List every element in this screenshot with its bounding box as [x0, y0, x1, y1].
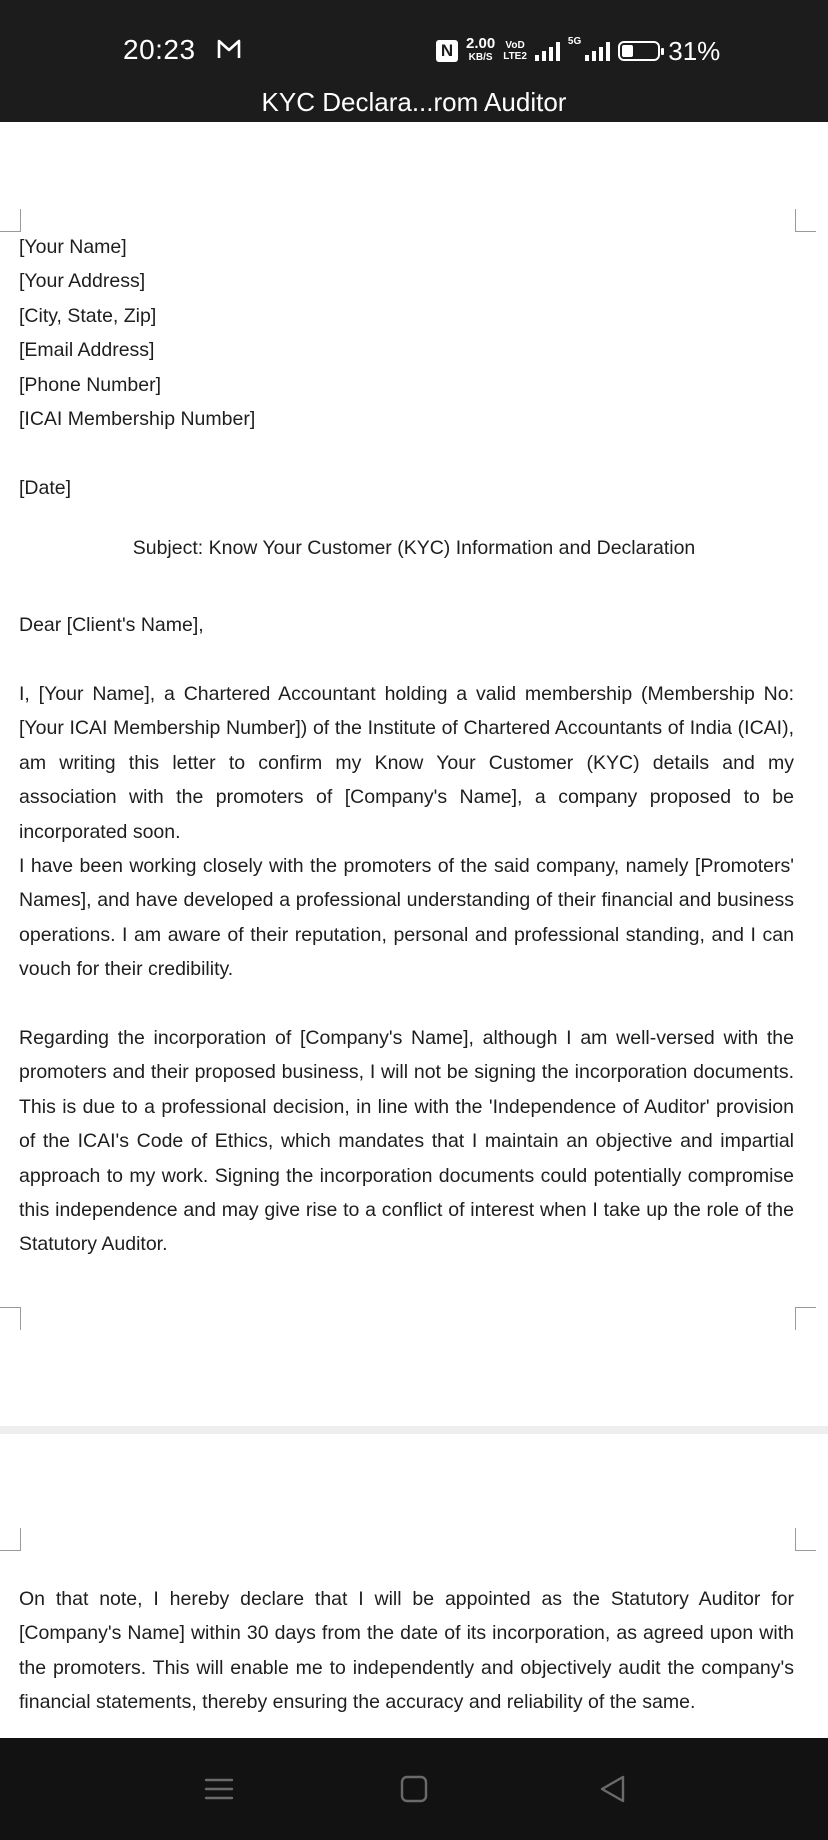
- nfc-icon: N: [436, 40, 458, 62]
- home-icon[interactable]: [397, 1772, 431, 1806]
- sender-email: [Email Address]: [19, 339, 155, 361]
- back-icon[interactable]: [596, 1772, 630, 1806]
- document-page-2[interactable]: [0, 1434, 828, 1738]
- volte-top: VoD: [505, 40, 525, 51]
- paragraph-1: I, [Your Name], a Chartered Accountant holding a valid membership (Membership No: [Your ICAI Membership Number]) of the Institute of Chartered Accountants of India (ICAI), am writing this letter to confirm my Know Your Customer (KYC) details and my association with the promoters of [Company's Name], a company proposed to be incorporated soon.: [19, 683, 794, 843]
- page-corner-mark: [795, 1528, 816, 1551]
- gmail-icon: [216, 38, 242, 65]
- network-speed-value: 2.00: [466, 35, 496, 52]
- document-title[interactable]: KYC Declara...rom Auditor: [0, 82, 828, 122]
- volte-bottom: LTE2: [503, 51, 527, 62]
- page-corner-mark: [0, 1307, 21, 1330]
- network-speed-unit: KB/S: [468, 52, 493, 63]
- page-corner-mark: [795, 1307, 816, 1330]
- sender-membership: [ICAI Membership Number]: [19, 408, 256, 430]
- sender-name: [Your Name]: [19, 236, 127, 258]
- salutation: Dear [Client's Name],: [19, 614, 204, 636]
- paragraph-4: On that note, I hereby declare that I will be appointed as the Statutory Auditor for [Company's Name] within 30 days from the date of its incorporation, as agreed upon with the promoters. This will enable me to independently and objectively audit the company's financial statements, thereby ensuring the accuracy and reliability of the same.: [19, 1588, 794, 1714]
- paragraph-3: Regarding the incorporation of [Company's Name], although I am well-versed with the promoters and their proposed business, I will not be signing the incorporation documents. This is due to a professional decision, in line with the 'Independence of Auditor' provision of the ICAI's Code of Ethics, which mandates that I maintain an objective and impartial approach to my work. Signing the incorporation documents could potentially compromise this independence and may give rise to a conflict of interest when I take up the role of the Statutory Auditor.: [19, 1027, 794, 1256]
- document-page-1[interactable]: [0, 122, 828, 1426]
- volte-indicator: [503, 40, 527, 62]
- paragraph-2: I have been working closely with the promoters of the said company, namely [Promoters' Names], and have developed a professional understanding of their financial and business operations. I am aware of their reputation, personal and professional standing, and I can vouch for their credibility.: [19, 855, 794, 981]
- sender-city: [City, State, Zip]: [19, 305, 157, 327]
- status-time: 20:23: [123, 34, 196, 65]
- letter-subject: Subject: Know Your Customer (KYC) Information and Declaration: [132, 537, 696, 559]
- battery-icon: [618, 41, 660, 61]
- network-type-label: 5G: [567, 36, 582, 47]
- page-corner-mark: [0, 209, 21, 232]
- sender-phone: [Phone Number]: [19, 374, 161, 396]
- letter-date: [Date]: [19, 477, 72, 499]
- signal-bars-5g-icon: [585, 41, 610, 61]
- network-speed: [466, 37, 495, 65]
- sender-address: [Your Address]: [19, 270, 146, 292]
- page-separator: [0, 1426, 828, 1434]
- battery-percent: 31%: [668, 35, 721, 66]
- status-bar: [0, 0, 828, 82]
- page-corner-mark: [795, 209, 816, 232]
- navigation-bar: [0, 1738, 828, 1840]
- signal-bars-icon: [535, 41, 560, 61]
- page-corner-mark: [0, 1528, 21, 1551]
- menu-icon[interactable]: [202, 1772, 236, 1806]
